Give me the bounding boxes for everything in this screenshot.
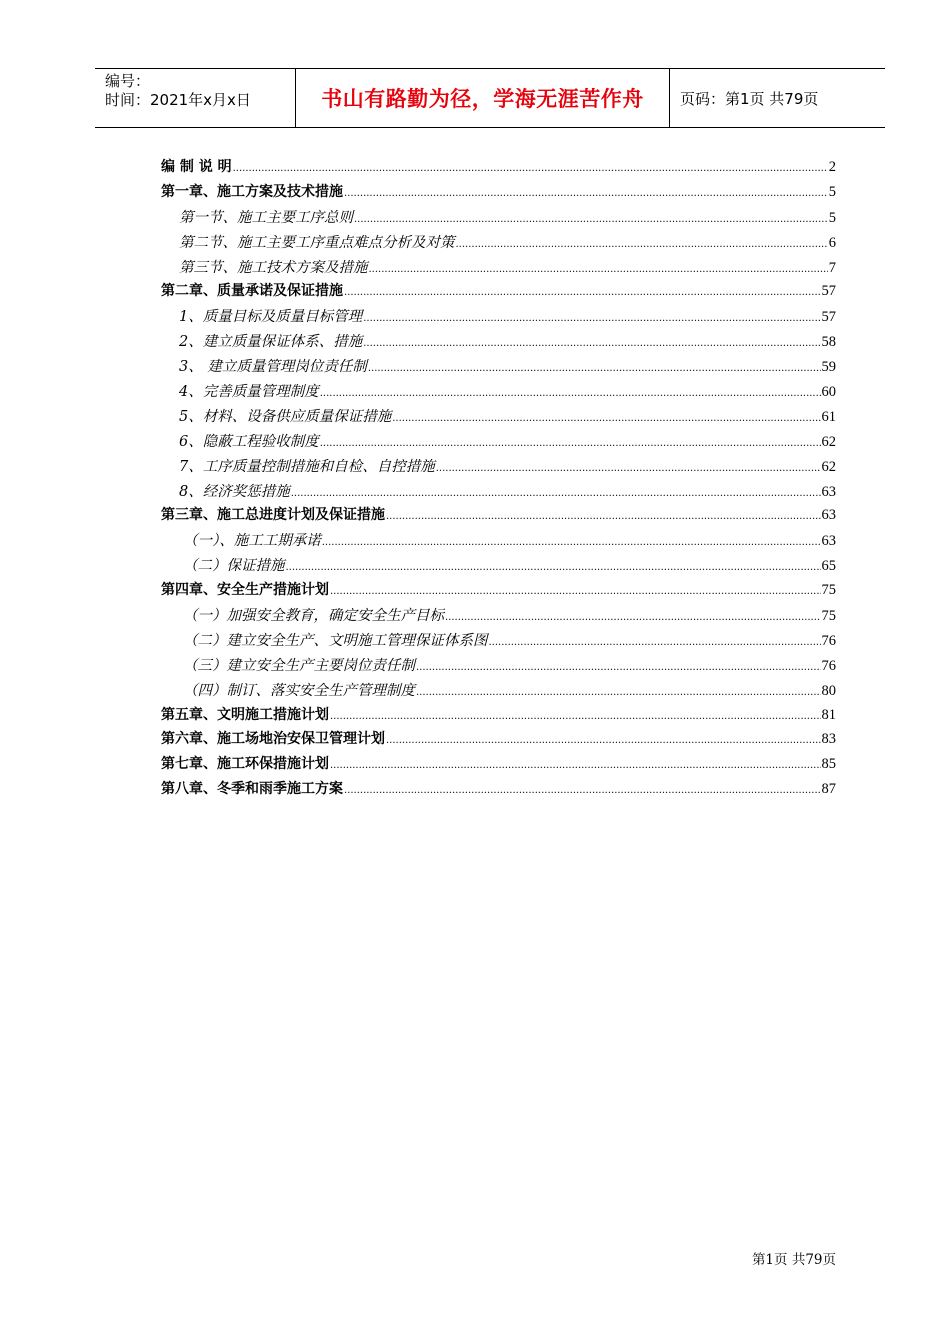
toc-entry[interactable]	[161, 728, 836, 753]
toc-entry[interactable]	[161, 330, 836, 355]
toc-entry-page: 62	[821, 433, 836, 450]
toc-entry-title: （二）建立安全生产、文明施工管理保证体系图	[183, 632, 488, 649]
toc-entry-page: 5	[828, 183, 836, 200]
toc-entry[interactable]	[161, 778, 836, 803]
toc-entry[interactable]	[161, 430, 836, 455]
toc-leader-dots	[456, 235, 828, 251]
serial-label: 编号：	[105, 72, 151, 90]
toc-entry-page: 75	[821, 582, 836, 599]
toc-entry-page: 63	[821, 507, 836, 524]
toc-entry-title: 第一章、施工方案及技术措施	[161, 183, 343, 200]
header-page-label: 页码：第1页 共79页	[680, 89, 819, 108]
toc-entry-page: 80	[821, 682, 836, 699]
toc-entry-title: 编 制 说 明	[161, 159, 232, 175]
toc-entry[interactable]	[161, 753, 836, 778]
toc-leader-dots	[416, 658, 821, 674]
page-footer: 第1页 共79页	[751, 1252, 836, 1268]
toc-entry-title: 第二章、质量承诺及保证措施	[161, 283, 343, 300]
toc-leader-dots	[330, 582, 821, 598]
toc-entry-page: 59	[821, 359, 836, 376]
toc-entry[interactable]	[161, 405, 836, 430]
toc-entry[interactable]	[161, 256, 836, 281]
toc-leader-dots	[363, 309, 820, 325]
toc-leader-dots	[386, 731, 821, 747]
toc-entry-title: （二）保证措施	[183, 558, 285, 575]
toc-entry-title: 4、完善质量管理制度	[179, 384, 319, 401]
toc-entry-title: （四）制订、落实安全生产管理制度	[183, 682, 415, 699]
toc-entry-page: 63	[821, 483, 836, 500]
toc-leader-dots	[330, 756, 821, 772]
toc-entry[interactable]	[161, 504, 836, 529]
toc-entry-page: 87	[821, 781, 836, 798]
toc-entry-title: （一）加强安全教育，确定安全生产目标	[183, 608, 444, 625]
toc-leader-dots	[368, 359, 821, 375]
toc-entry-title: （一）、施工工期承诺	[183, 533, 321, 550]
toc-entry-page: 76	[821, 657, 836, 674]
toc-entry-page: 6	[828, 234, 836, 251]
toc-leader-dots	[233, 159, 828, 175]
toc-entry-page: 81	[821, 706, 836, 723]
toc-entry-page: 57	[821, 283, 836, 300]
toc-leader-dots	[344, 184, 828, 200]
toc-entry-page: 62	[821, 458, 836, 475]
toc-entry[interactable]	[161, 455, 836, 480]
toc-entry-page: 65	[821, 558, 836, 575]
toc-leader-dots	[286, 558, 821, 574]
header-meta	[95, 69, 296, 127]
toc-entry-page: 83	[821, 731, 836, 748]
toc-entry-title: 3、 建立质量管理岗位责任制	[179, 359, 367, 376]
toc-entry[interactable]	[161, 554, 836, 579]
toc-entry-page: 2	[828, 159, 836, 175]
toc-entry[interactable]	[161, 579, 836, 604]
toc-entry-title: 第三节、施工技术方案及措施	[179, 259, 368, 276]
toc-leader-dots	[320, 384, 821, 400]
toc-leader-dots	[416, 683, 821, 699]
toc-entry-page: 76	[821, 632, 836, 649]
toc-leader-dots	[436, 459, 821, 475]
toc-entry[interactable]	[161, 206, 836, 231]
time-label: 时间：2021年x月x日	[105, 91, 251, 109]
toc-entry-title: 第四章、安全生产措施计划	[161, 582, 329, 599]
toc-entry[interactable]	[161, 380, 836, 405]
toc-entry[interactable]	[161, 704, 836, 729]
toc-entry-title: （三）建立安全生产主要岗位责任制	[183, 657, 415, 674]
toc-entry-page: 60	[821, 384, 836, 401]
toc-entry[interactable]	[161, 629, 836, 654]
toc-entry[interactable]	[161, 156, 836, 181]
toc-leader-dots	[369, 260, 828, 276]
toc-entry[interactable]	[161, 355, 836, 380]
toc-leader-dots	[320, 434, 821, 450]
toc-entry[interactable]	[161, 529, 836, 554]
toc-entry-title: 2、建立质量保证体系、措施	[179, 334, 363, 351]
toc-leader-dots	[489, 633, 821, 649]
toc-leader-dots	[386, 507, 821, 523]
toc-leader-dots	[291, 484, 821, 500]
toc-entry-page: 7	[828, 259, 836, 276]
toc-entry-title: 5、材料、设备供应质量保证措施	[179, 408, 392, 425]
toc-entry-title: 第五章、文明施工措施计划	[161, 706, 329, 723]
toc-leader-dots	[363, 334, 820, 350]
toc-entry-title: 7、工序质量控制措施和自检、自控措施	[179, 458, 435, 475]
toc-leader-dots	[344, 283, 821, 299]
toc-entry[interactable]	[161, 280, 836, 305]
toc-entry-title: 第六章、施工场地治安保卫管理计划	[161, 731, 385, 748]
toc-entry-title: 第一节、施工主要工序总则	[179, 209, 353, 226]
toc-leader-dots	[322, 533, 821, 549]
toc-entry[interactable]	[161, 305, 836, 330]
toc-leader-dots	[392, 409, 820, 425]
toc-entry-page: 85	[821, 756, 836, 773]
toc-entry[interactable]	[161, 604, 836, 629]
header-motto: 书山有路勤为径，学海无涯苦作舟	[296, 69, 670, 127]
toc-entry-page: 57	[821, 309, 836, 326]
toc-entry[interactable]	[161, 654, 836, 679]
table-of-contents	[161, 156, 836, 803]
toc-entry-title: 8、经济奖惩措施	[179, 483, 290, 500]
toc-entry-page: 63	[821, 533, 836, 550]
toc-entry[interactable]	[161, 181, 836, 206]
toc-entry-page: 61	[821, 408, 836, 425]
toc-entry-title: 1、质量目标及质量目标管理	[179, 309, 363, 326]
toc-entry[interactable]	[161, 679, 836, 704]
page-header	[95, 68, 885, 128]
toc-entry-title: 第三章、施工总进度计划及保证措施	[161, 507, 385, 524]
toc-leader-dots	[445, 608, 821, 624]
toc-entry-page: 5	[828, 209, 836, 226]
toc-entry-title: 6、隐蔽工程验收制度	[179, 433, 319, 450]
toc-entry-title: 第七章、施工环保措施计划	[161, 756, 329, 773]
toc-entry[interactable]	[161, 231, 836, 256]
toc-entry-title: 第二节、施工主要工序重点难点分析及对策	[179, 234, 455, 251]
toc-entry-page: 58	[821, 334, 836, 351]
toc-leader-dots	[354, 210, 828, 226]
toc-leader-dots	[344, 781, 821, 797]
toc-entry[interactable]	[161, 480, 836, 505]
toc-entry-title: 第八章、冬季和雨季施工方案	[161, 781, 343, 798]
toc-leader-dots	[330, 707, 821, 723]
toc-entry-page: 75	[821, 608, 836, 625]
